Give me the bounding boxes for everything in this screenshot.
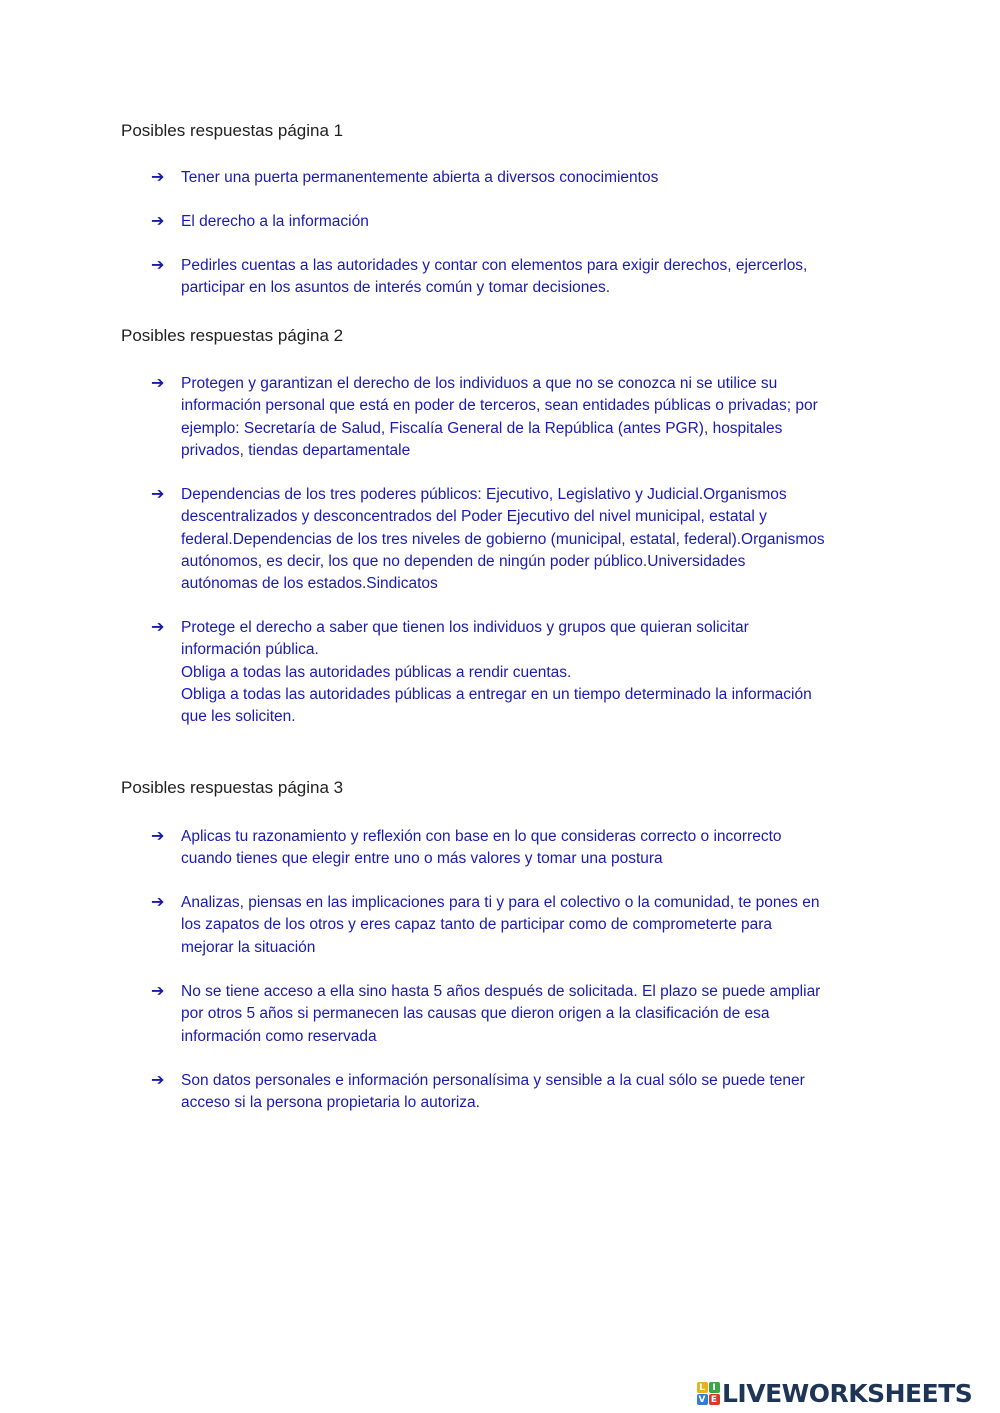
section-heading-page-2: Posibles respuestas página 2 bbox=[121, 326, 344, 345]
arrow-right-icon: ➔ bbox=[151, 375, 165, 392]
list-item bbox=[151, 484, 886, 595]
arrow-right-icon: ➔ bbox=[151, 828, 165, 845]
list-item bbox=[151, 826, 886, 871]
arrow-right-icon: ➔ bbox=[151, 1072, 165, 1089]
list-item bbox=[151, 981, 886, 1048]
answer-text: Analizas, piensas en las implicaciones para ti y para el colectivo o la comunidad, te pones en los zapatos de los otros y eres capaz tanto de participar como de comprometerte para mejorar la situación bbox=[181, 894, 820, 956]
brand-name: LIVEWORKSHEETS bbox=[722, 1378, 973, 1408]
answer-text: El derecho a la información bbox=[181, 213, 369, 230]
list-item bbox=[151, 167, 886, 189]
list-item bbox=[151, 1070, 886, 1115]
list-item bbox=[151, 373, 886, 462]
arrow-right-icon: ➔ bbox=[151, 213, 165, 230]
arrow-right-icon: ➔ bbox=[151, 169, 165, 186]
section-heading-page-3: Posibles respuestas página 3 bbox=[121, 778, 344, 797]
answer-text: Aplicas tu razonamiento y reflexión con base en lo que consideras correcto o incorrecto cuando tienes que elegir entre uno o más valores y tomar una postura bbox=[181, 828, 782, 868]
answer-text: Protege el derecho a saber que tienen los individuos y grupos que quieran solicitar información pública. Obliga a todas las autoridades públicas a rendir cuentas. Obliga a todas las autoridades públicas a entregar en un tiempo determinado la información que les soliciten. bbox=[181, 619, 812, 726]
answer-text: Protegen y garantizan el derecho de los individuos a que no se conozca ni se utilice su información personal que está en poder de terceros, sean entidades públicas o privadas; por ejemplo: Secretaría de Salud, Fiscalía General de la República (antes PGR), hospitales privados, tiendas departamentale bbox=[181, 375, 818, 459]
answer-text: Dependencias de los tres poderes públicos: Ejecutivo, Legislativo y Judicial.Organismos descentralizados y desconcentrados del Poder Ejecutivo del nivel municipal, estatal y federal.Dependencias de los tres niveles de gobierno (municipal, estatal, federal).Organismos autónomos, es decir, los que no dependen de ningún poder público.Universidades autónomas de los estados.Sindicatos bbox=[181, 486, 825, 593]
arrow-right-icon: ➔ bbox=[151, 983, 165, 1000]
liveworksheets-logo[interactable] bbox=[696, 1378, 972, 1408]
answer-text: Pedirles cuentas a las autoridades y contar con elementos para exigir derechos, ejercerlos, participar en los asuntos de interés común y tomar decisiones. bbox=[181, 257, 808, 297]
list-item bbox=[151, 892, 886, 959]
arrow-right-icon: ➔ bbox=[151, 486, 165, 503]
answer-text: Son datos personales e información personalísima y sensible a la cual sólo se puede tener acceso si la persona propietaria lo autoriza. bbox=[181, 1072, 805, 1112]
list-item bbox=[151, 211, 886, 233]
arrow-right-icon: ➔ bbox=[151, 619, 165, 636]
liveworksheets-logo-icon: L I V E bbox=[696, 1381, 720, 1405]
arrow-right-icon: ➔ bbox=[151, 894, 165, 911]
answer-text: Tener una puerta permanentemente abierta a diversos conocimientos bbox=[181, 169, 659, 186]
arrow-right-icon: ➔ bbox=[151, 257, 165, 274]
list-item bbox=[151, 617, 886, 728]
section-heading-page-1: Posibles respuestas página 1 bbox=[121, 121, 344, 140]
list-item bbox=[151, 255, 886, 300]
answer-text: No se tiene acceso a ella sino hasta 5 años después de solicitada. El plazo se puede ampliar por otros 5 años si permanecen las causas que dieron origen a la clasificación de esa información como reservada bbox=[181, 983, 821, 1045]
